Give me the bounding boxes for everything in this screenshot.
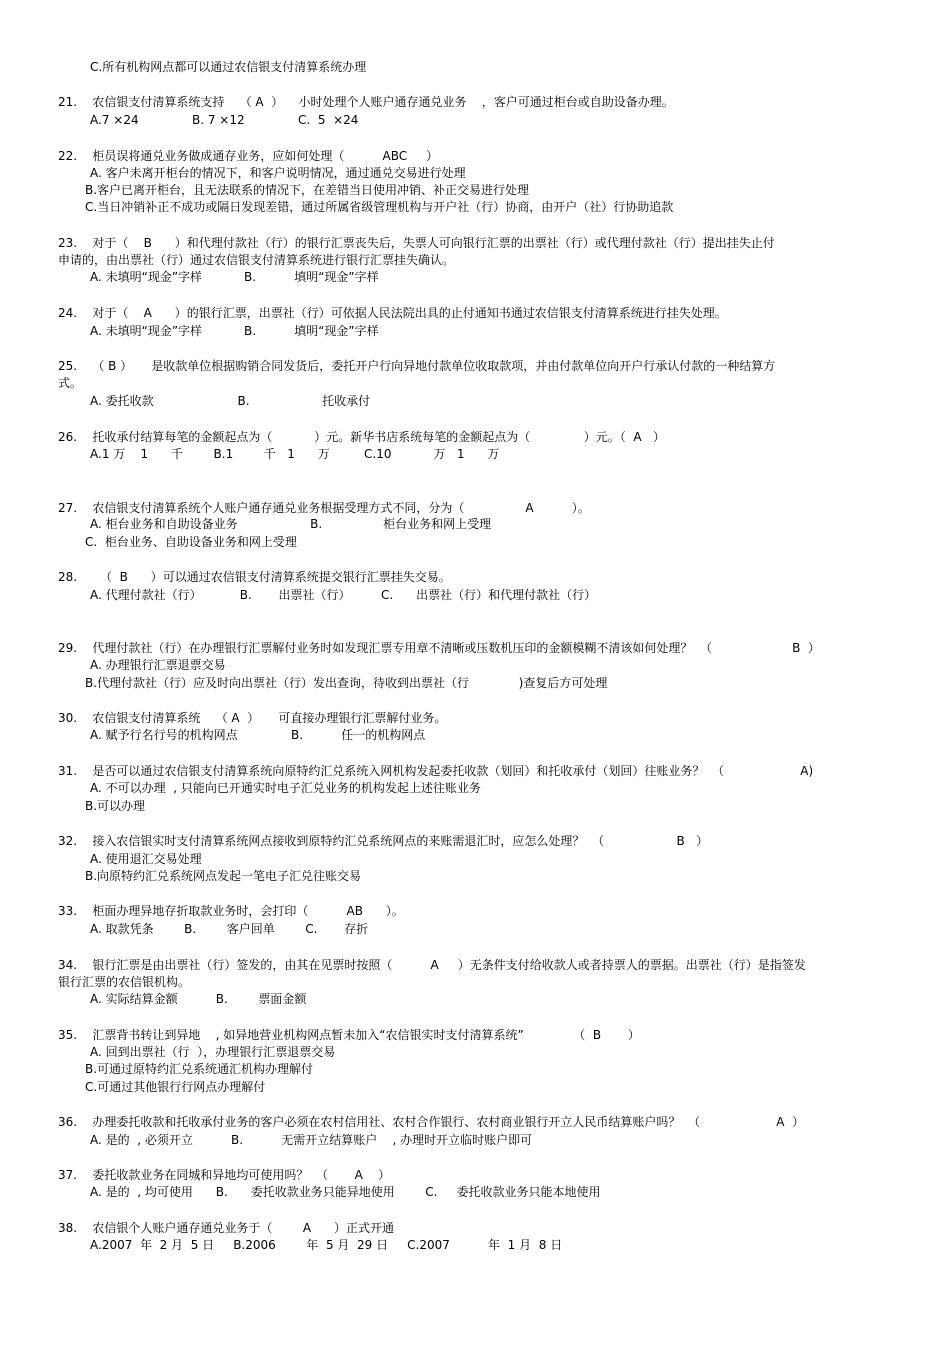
question-options: A.7 ×24 B. 7 ×12 C. 5 ×24 bbox=[90, 113, 359, 127]
question-option: A. 客户未离开柜台的情况下，和客户说明情况，通过通兑交易进行处理 bbox=[90, 166, 466, 180]
question-continuation: 式。 bbox=[58, 376, 83, 390]
question-options: A. 代理付款社（行） B. 出票社（行） C. 出票社（行）和代理付款社（行） bbox=[90, 588, 597, 602]
question-options: A.1 万 1 千 B.1 千 1 万 C.10 万 1 万 bbox=[90, 447, 500, 461]
question-option: C.当日冲销补正不成功或隔日发现差错，通过所属省级管理机构与开户社（行）协商，由开户（社）行协助追款 bbox=[85, 200, 674, 214]
question-31: 31. 是否可以通过农信银支付清算系统向原特约汇兑系统入网机构发起委托收款（划回）和托收承付（划回）往账业务？ （ A) bbox=[58, 764, 814, 778]
question-option: B.向原特约汇兑系统网点发起一笔电子汇兑往账交易 bbox=[85, 869, 362, 883]
question-35: 35. 汇票背书转让到异地 , 如异地营业机构网点暂未加入“农信银实时支付清算系统” （ B ） bbox=[58, 1028, 640, 1042]
question-34: 34. 银行汇票是由出票社（行）签发的，由其在见票时按照（ A ）无条件支付给收款人或者持票人的票据。出票社（行）是指签发 bbox=[58, 958, 806, 972]
question-option: A. 使用退汇交易处理 bbox=[90, 852, 202, 866]
question-22: 22. 柜员误将通兑业务做成通存业务，应如何处理（ ABC ） bbox=[58, 149, 439, 163]
question-options: A.2007 年 2 月 5 日 B.2006 年 5 月 29 日 C.2007 年 1 月 8 日 bbox=[90, 1238, 563, 1252]
question-options: A. 是的 , 必须开立 B. 无需开立结算账户 , 办理时开立临时账户即可 bbox=[90, 1133, 533, 1147]
question-25: 25. （ B ） 是收款单位根据购销合同发货后，委托开户行向异地付款单位收取款项，并由付款单位向开户行承认付款的一种结算方 bbox=[58, 359, 776, 373]
question-33: 33. 柜面办理异地存折取款业务时，会打印（ AB ）。 bbox=[58, 904, 404, 918]
question-option: B.可以办理 bbox=[85, 799, 146, 813]
question-32: 32. 接入农信银实时支付清算系统网点接收到原特约汇兑系统网点的来账需退汇时，应怎么处理？ （ B ） bbox=[58, 834, 709, 848]
question-38: 38. 农信银个人账户通存通兑业务于（ A ）正式开通 bbox=[58, 1221, 394, 1235]
question-option: A. 柜台业务和自助设备业务 B. 柜台业务和网上受理 bbox=[90, 517, 492, 531]
question-26: 26. 托收承付结算每笔的金额起点为（ ）元。新华书店系统每笔的金额起点为（ ）元。（ A ） bbox=[58, 430, 665, 444]
question-24: 24. 对于（ A ）的银行汇票，出票社（行）可依据人民法院出具的止付通知书通过农信银支付清算系统进行挂失处理。 bbox=[58, 306, 727, 320]
question-option: B.代理付款社（行）应及时向出票社（行）发出查询，待收到出票社（行 )查复后方可处理 bbox=[85, 676, 608, 690]
question-28: 28. （ B ）可以通过农信银支付清算系统提交银行汇票挂失交易。 bbox=[58, 570, 451, 584]
question-options: A. 赋予行名行号的机构网点 B. 任一的机构网点 bbox=[90, 728, 426, 742]
question-option-line: C.所有机构网点都可以通过农信银支付清算系统办理 bbox=[90, 60, 367, 74]
question-29: 29. 代理付款社（行）在办理银行汇票解付业务时如发现汇票专用章不清晰或压数机压印的金额模糊不清该如何处理？ （ B ） bbox=[58, 641, 820, 655]
question-23: 23. 对于（ B ）和代理付款社（行）的银行汇票丧失后，失票人可向银行汇票的出票社（行）或代理付款社（行）提出挂失止付 bbox=[58, 236, 775, 250]
question-option: B.可通过原特约汇兑系统通汇机构办理解付 bbox=[85, 1062, 314, 1076]
question-option: B.客户已离开柜台，且无法联系的情况下，在差错当日使用冲销、补正交易进行处理 bbox=[85, 183, 530, 197]
question-option: C.可通过其他银行行网点办理解付 bbox=[85, 1080, 266, 1094]
question-option: A. 不可以办理 , 只能向已开通实时电子汇兑业务的机构发起上述往账业务 bbox=[90, 781, 481, 795]
question-options: A. 委托收款 B. 托收承付 bbox=[90, 394, 371, 408]
question-37: 37. 委托收款业务在同城和异地均可使用吗？ （ A ） bbox=[58, 1168, 391, 1182]
question-27: 27. 农信银支付清算系统个人账户通存通兑业务根据受理方式不同，分为（ A ）。 bbox=[58, 501, 590, 515]
question-option: A. 办理银行汇票退票交易 bbox=[90, 658, 226, 672]
question-options: A. 取款凭条 B. 客户回单 C. 存折 bbox=[90, 922, 369, 936]
question-21: 21. 农信银支付清算系统支持 （ A ） 小时处理个人账户通存通兑业务 ，客户可通过柜台或自助设备办理。 bbox=[58, 95, 674, 109]
question-options: A. 未填明“现金”字样 B. 填明“现金”字样 bbox=[90, 270, 379, 284]
question-options: A. 实际结算金额 B. 票面金额 bbox=[90, 992, 307, 1006]
question-30: 30. 农信银支付清算系统 （ A ） 可直接办理银行汇票解付业务。 bbox=[58, 711, 447, 725]
question-option: C. 柜台业务、自助设备业务和网上受理 bbox=[85, 535, 297, 549]
question-36: 36. 办理委托收款和托收承付业务的客户必须在农村信用社、农村合作银行、农村商业银行开立人民币结算账户吗？ （ A ） bbox=[58, 1115, 805, 1129]
question-options: A. 未填明“现金”字样 B. 填明“现金”字样 bbox=[90, 324, 379, 338]
question-options: A. 是的 , 均可使用 B. 委托收款业务只能异地使用 C. 委托收款业务只能本地使用 bbox=[90, 1185, 601, 1199]
question-option: A. 回到出票社（行 ），办理银行汇票退票交易 bbox=[90, 1045, 336, 1059]
question-continuation: 银行汇票的农信银机构。 bbox=[58, 975, 191, 989]
question-continuation: 申请的，由出票社（行）通过农信银支付清算系统进行银行汇票挂失确认。 bbox=[58, 253, 455, 267]
